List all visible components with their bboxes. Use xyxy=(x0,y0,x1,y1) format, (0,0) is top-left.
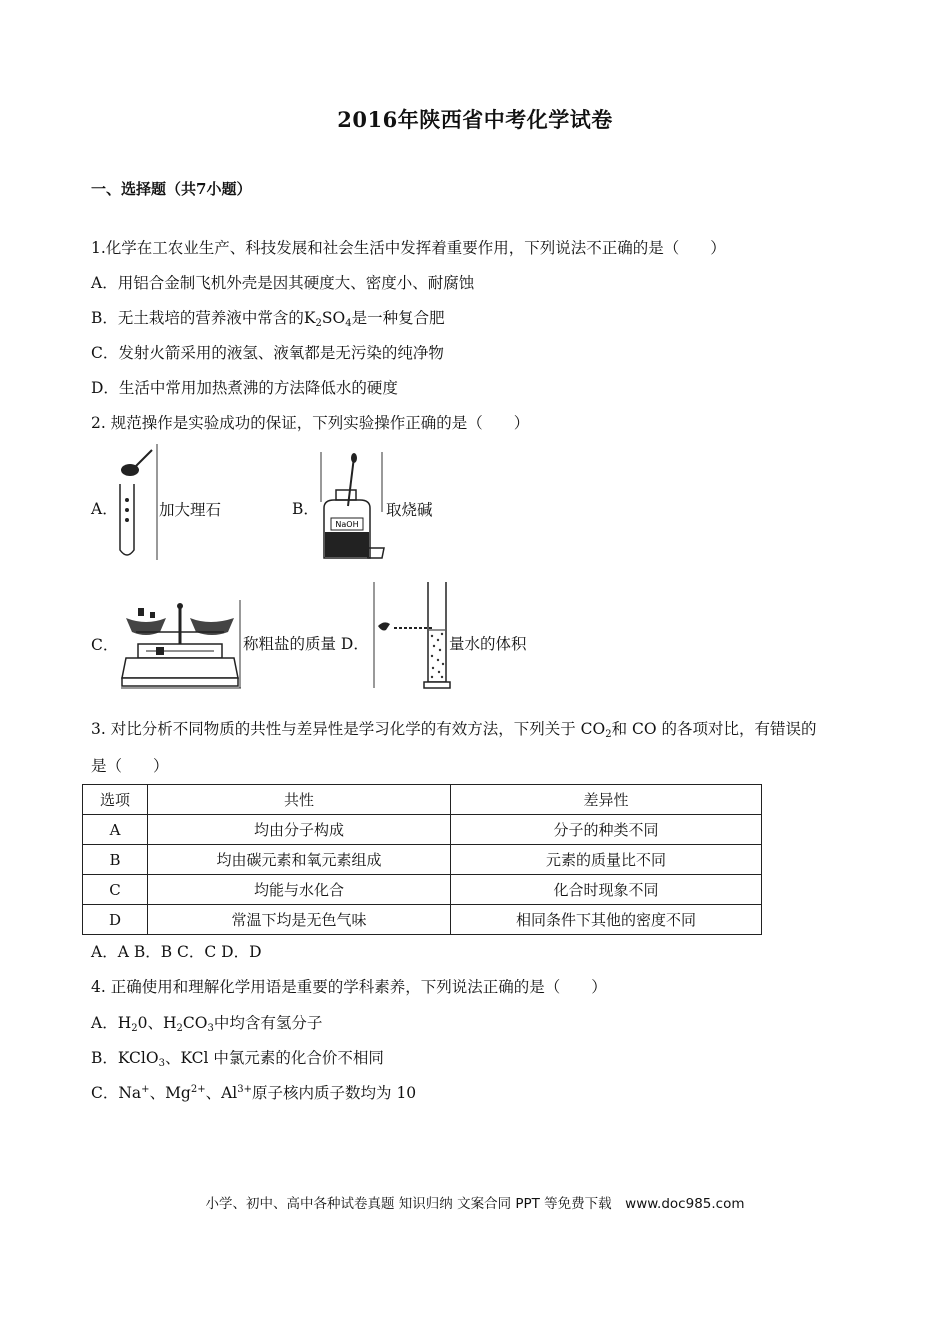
q2-option-b-text: 取烧碱 xyxy=(386,501,433,519)
table-cell: 均由分子构成 xyxy=(148,815,451,845)
q4-c-sup2: 2+ xyxy=(190,1084,206,1095)
q2-stem: 2. 规范操作是实验成功的保证，下列实验操作正确的是（ ） xyxy=(91,414,530,432)
table-cell: 均能与水化合 xyxy=(148,875,451,905)
q4-b-pre: B．KClO xyxy=(91,1049,159,1067)
table-row xyxy=(83,845,762,875)
section-heading: 一、选择题（共7小题） xyxy=(91,180,252,198)
q2-option-c-letter: C． xyxy=(91,636,119,654)
q4-a-sub2: 2 xyxy=(176,1023,183,1034)
table-cell: 常温下均是无色气味 xyxy=(148,905,451,935)
q4-c-sup1: + xyxy=(141,1084,150,1095)
q3-stem-post: 和 CO 的各项对比，有错误的 xyxy=(611,720,817,738)
q2-option-c-text: 称粗盐的质量 D． xyxy=(243,635,369,653)
q3-stem-line2: 是（ ） xyxy=(91,757,169,775)
table-header-cell: 差异性 xyxy=(451,785,762,815)
q4-c-mid: 、Mg xyxy=(149,1084,191,1102)
q1-option-b xyxy=(91,306,445,328)
q2-option-b-letter: B． xyxy=(292,500,319,518)
table-cell: 分子的种类不同 xyxy=(451,815,762,845)
q4-c-sup3: 3+ xyxy=(237,1084,253,1095)
table-cell: D xyxy=(83,905,148,935)
q3-stem-pre: 3. 对比分析不同物质的共性与差异性是学习化学的有效方法，下列关于 CO xyxy=(91,720,606,738)
q1-option-a: A．用铝合金制飞机外壳是因其硬度大、密度小、耐腐蚀 xyxy=(91,274,475,292)
q4-option-c xyxy=(91,1081,416,1103)
balance-scale-figure xyxy=(116,596,244,690)
comparison-table xyxy=(82,784,762,935)
page-footer: 小学、初中、高中各种试卷真题 知识归纳 文案合同 PPT 等免费下载 www.doc985.com xyxy=(205,1196,745,1212)
bottle-label: NaOH xyxy=(335,520,359,529)
test-tube-spoon-figure xyxy=(112,444,160,562)
table-row xyxy=(83,875,762,905)
q3-options: A．A B．B C．C D．D xyxy=(91,943,262,961)
table-header-row xyxy=(83,785,762,815)
page-title: 2016年陕西省中考化学试卷 xyxy=(337,107,613,132)
table-cell: C xyxy=(83,875,148,905)
q1-option-b-pre: B．无土栽培的营养液中常含的 xyxy=(91,309,304,327)
q4-a-sub1: 2 xyxy=(131,1023,138,1034)
q2-option-a-text: 加大理石 xyxy=(159,501,222,519)
q1-stem: 1.化学在工农业生产、科技发展和社会生活中发挥着重要作用，下列说法不正确的是（ ） xyxy=(91,239,726,257)
q3-stem xyxy=(91,717,817,739)
formula-sub-2: 2 xyxy=(315,318,322,329)
q4-c-post: 原子核内质子数均为 10 xyxy=(252,1084,417,1102)
table-cell: 化合时现象不同 xyxy=(451,875,762,905)
q4-c-mid2: 、Al xyxy=(205,1084,238,1102)
table-cell: 元素的质量比不同 xyxy=(451,845,762,875)
table-cell: 相同条件下其他的密度不同 xyxy=(451,905,762,935)
q4-option-a xyxy=(91,1011,322,1033)
q4-c-pre: C．Na xyxy=(91,1084,142,1102)
graduated-cylinder-figure xyxy=(372,578,452,692)
table-header-cell: 共性 xyxy=(148,785,451,815)
formula-k: K xyxy=(303,309,316,327)
naoh-bottle-figure xyxy=(316,452,386,564)
q4-b-sub1: 3 xyxy=(158,1058,165,1069)
table-cell: A xyxy=(83,815,148,845)
q4-a-pre: A．H xyxy=(91,1014,132,1032)
q4-a-mid: 0、H xyxy=(137,1014,177,1032)
q2-option-d-text: 量水的体积 xyxy=(449,635,527,653)
q1-option-b-post: 是一种复合肥 xyxy=(351,309,445,327)
q4-a-post: 中均含有氢分子 xyxy=(213,1014,323,1032)
q4-option-b xyxy=(91,1046,384,1068)
q1-option-c: C．发射火箭采用的液氢、液氧都是无污染的纯净物 xyxy=(91,344,444,362)
q1-option-d: D．生活中常用加热煮沸的方法降低水的硬度 xyxy=(91,379,398,397)
q2-option-a-letter: A． xyxy=(91,500,118,518)
q4-a-sub3: 3 xyxy=(207,1023,214,1034)
q3-stem-sub: 2 xyxy=(605,729,612,740)
q4-stem: 4. 正确使用和理解化学用语是重要的学科素养，下列说法正确的是（ ） xyxy=(91,978,607,996)
q4-a-mid2: CO xyxy=(182,1014,208,1032)
table-header-cell: 选项 xyxy=(83,785,148,815)
formula-sub-4: 4 xyxy=(345,318,352,329)
q4-b-post: 、KCl 中氯元素的化合价不相同 xyxy=(164,1049,384,1067)
table-cell: 均由碳元素和氧元素组成 xyxy=(148,845,451,875)
formula-so: SO xyxy=(321,309,346,327)
table-row xyxy=(83,815,762,845)
table-cell: B xyxy=(83,845,148,875)
table-row xyxy=(83,905,762,935)
